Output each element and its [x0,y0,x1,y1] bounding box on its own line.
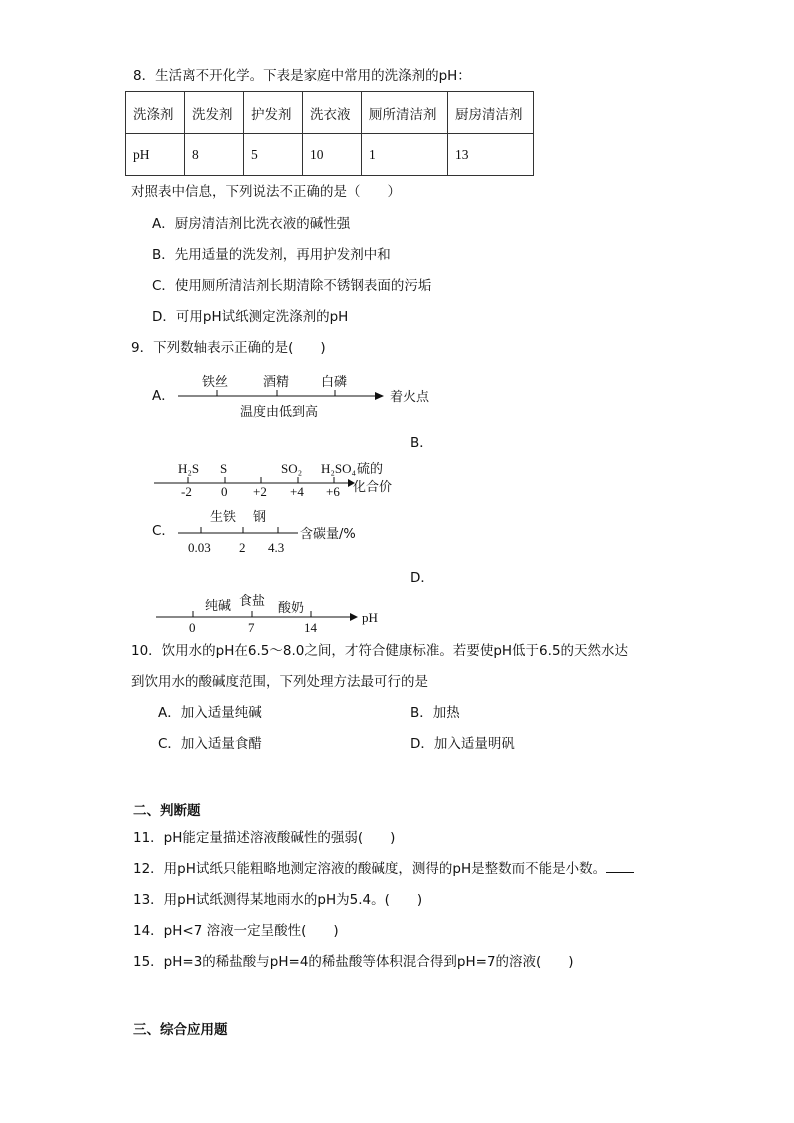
q9-option-b-label: B． [410,435,433,451]
arrow-head-icon [350,613,358,621]
q8-option-c: C．使用厕所清洁剂长期清除不锈钢表面的污垢 [152,278,432,294]
table-cell: 护发剂 [244,92,303,134]
q10-stem-line-1: 10．饮用水的pH在6.5～8.0之间，才符合健康标准。若要使pH低于6.5的天然水达 [131,643,629,659]
axis-item-label: 酸奶 [278,601,305,616]
axis-caption: 温度由低到高 [240,405,319,420]
q8-option-d: D．可用pH试纸测定洗涤剂的pH [152,309,349,325]
q9-stem: 9．下列数轴表示正确的是( ) [131,340,326,356]
axis-item-label: H₂S [178,461,200,476]
q12-text: 12．用pH试纸只能粗略地测定溶液的酸碱度，测得的pH是整数而不能是小数。 [133,861,607,877]
axis-tick-label: +4 [290,484,304,499]
axis-option-a [170,368,450,424]
axis-option-d [150,590,390,636]
axis-end-label: 化合价 [353,480,393,495]
q10-option-b: B．加热 [410,705,460,721]
q9-option-d-label: D． [410,570,434,586]
axis-tick-label: 0 [189,620,196,635]
q9-option-a-label: A． [152,388,175,404]
table-row [126,134,534,176]
axis-item-label: S [220,461,228,476]
axis-tick-label: 14 [304,620,317,635]
axis-tick-label: +6 [326,484,340,499]
axis-item-label: 生铁 [210,510,237,525]
q9-option-c-label: C． [152,523,175,539]
table-cell: 洗涤剂 [126,92,185,134]
axis-item-label: 酒精 [263,375,290,390]
q10-stem-line-2: 到饮用水的酸碱度范围，下列处理方法最可行的是 [131,674,428,690]
axis-item-label: SO₂ [281,461,303,476]
table-cell: 洗发剂 [185,92,244,134]
axis-end-label: 含碳量/% [300,527,356,542]
axis-item-label: H₂SO₄ [321,461,357,476]
table-cell: 厨房清洁剂 [448,92,534,134]
q11: 11．pH能定量描述溶液酸碱性的强弱( ) [133,830,396,846]
axis-tick-label: 2 [239,540,246,555]
axis-tick-label: 0.03 [188,540,211,555]
axis-option-b [150,456,410,500]
section-title-application: 三、综合应用题 [133,1022,228,1038]
axis-item-label: 食盐 [239,594,266,609]
axis-end-label: pH [362,610,378,625]
q12 [133,860,634,878]
ph-table [125,91,534,176]
q10-option-c: C．加入适量食醋 [158,736,262,752]
axis-tick-label: 4.3 [268,540,285,555]
q13: 13．用pH试纸测得某地雨水的pH为5.4。( ) [133,892,423,908]
axis-end-label: 硫的 [357,462,384,477]
axis-item-label: 钢 [253,510,267,525]
answer-blank[interactable] [606,860,634,873]
table-header-row [126,92,534,134]
axis-end-label: 着火点 [390,390,430,405]
q10-option-d: D．加入适量明矾 [410,736,515,752]
q14: 14．pH<7 溶液一定呈酸性( ) [133,923,339,939]
table-cell: pH [126,134,185,176]
table-cell: 13 [448,134,534,176]
axis-tick-label: -2 [181,484,192,499]
section-title-judgement: 二、判断题 [133,803,201,819]
arrow-head-icon [375,392,384,400]
table-cell: 10 [303,134,362,176]
table-cell: 1 [362,134,448,176]
axis-item-label: 铁丝 [202,375,229,390]
axis-tick-label: +2 [253,484,267,499]
q10-option-a: A．加入适量纯碱 [158,705,262,721]
axis-tick-label: 0 [221,484,228,499]
axis-option-c [170,506,380,558]
q8-question: 对照表中信息，下列说法不正确的是（ ） [131,184,401,200]
q8-option-b: B．先用适量的洗发剂，再用护发剂中和 [152,247,391,263]
q8-stem: 8．生活离不开化学。下表是家庭中常用的洗涤剂的pH： [133,68,471,84]
axis-item-label: 纯碱 [205,599,232,614]
table-cell: 厕所清洁剂 [362,92,448,134]
axis-item-label: 白磷 [321,375,348,390]
table-cell: 5 [244,134,303,176]
table-cell: 洗衣液 [303,92,362,134]
q8-option-a: A．厨房清洁剂比洗衣液的碱性强 [152,216,351,232]
axis-tick-label: 7 [248,620,255,635]
q15: 15．pH=3的稀盐酸与pH=4的稀盐酸等体积混合得到pH=7的溶液( ) [133,954,574,970]
table-cell: 8 [185,134,244,176]
